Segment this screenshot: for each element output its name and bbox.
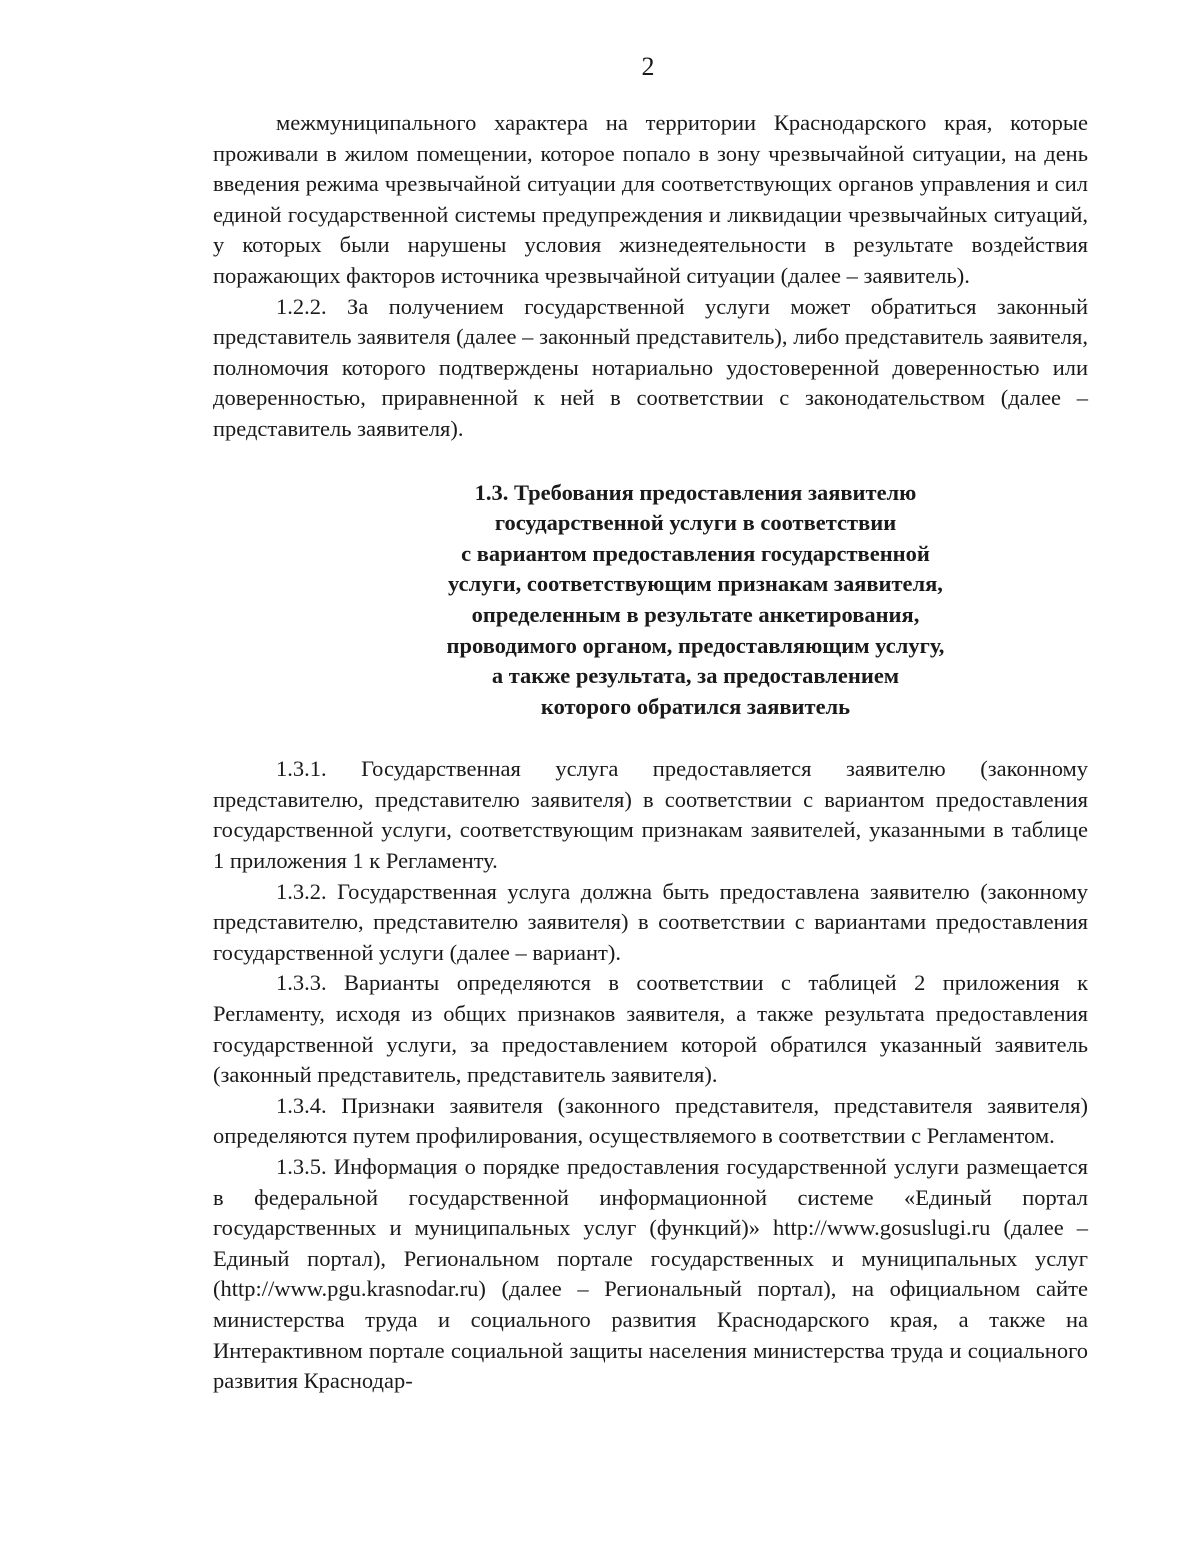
heading-line: проводимого органом, предоставляющим услугу, — [446, 632, 945, 658]
heading-line: услуги, соответствующим признакам заявителя, — [448, 571, 943, 597]
paragraph-1-2-2: 1.2.2. За получением государственной услуги может обратиться законный представитель заявителя (далее – законный представитель), либо представитель заявителя, полномочия которого подтверждены нотариально удостоверенной доверенностью или доверенностью, приравненной к ней в соответствии с законодательством (далее – представитель заявителя). — [213, 293, 1088, 441]
paragraph-1-3-4: 1.3.4. Признаки заявителя (законного представителя, представителя заявителя) определяются путем профилирования, осуществляемого в соответствии с Регламентом. — [213, 1092, 1088, 1149]
heading-line: государственной услуги в соответствии — [494, 510, 897, 536]
heading-line: которого обратился заявитель — [540, 693, 851, 719]
paragraph-1-3-2: 1.3.2. Государственная услуга должна быть предоставлена заявителю (законному представителю, представителю заявителя) в соответствии с вариантами предоставления государственной услуги (далее – вариант). — [213, 878, 1088, 965]
document-body — [213, 108, 1088, 1397]
paragraph-1-3-5: 1.3.5. Информация о порядке предоставления государственной услуги размещается в федеральной государственной информационной системе «Единый портал государственных и муниципальных услуг (функций)» http://www.gosuslugi.ru (далее – Единый портал), Региональном портале государственных и муниципальных услуг (http://www.pgu.krasnodar.ru) (далее – Региональный портал), на официальном сайте министерства труда и социального развития Краснодарского края, а также на Интерактивном портале социальной защиты населения министерства труда и социального развития Краснодар- — [213, 1154, 1088, 1394]
paragraph-continuation: межмуниципального характера на территории Краснодарского края, которые проживали в жилом помещении, которое попало в зону чрезвычайной ситуации, на день введения режима чрезвычайной ситуации для соответствующих органов управления и сил единой государственной системы предупреждения и ликвидации чрезвычайных ситуаций, у которых были нарушены условия жизнедеятельности в результате воздействия поражающих факторов источника чрезвычайной ситуации (далее – заявитель). — [213, 110, 1088, 288]
paragraph-1-3-1: 1.3.1. Государственная услуга предоставляется заявителю (законному представителю, представителю заявителя) в соответствии с вариантом предоставления государственной услуги, соответствующим признакам заявителей, указанными в таблице 1 приложения 1 к Регламенту. — [213, 756, 1088, 874]
heading-line: а также результата, за предоставлением — [491, 663, 900, 689]
heading-line: с вариантом предоставления государственной — [461, 540, 930, 566]
page-number: 2 — [641, 52, 655, 81]
section-heading-1-3 — [213, 478, 1088, 723]
heading-line: 1.3. Требования предоставления заявителю — [474, 479, 917, 505]
heading-line: определенным в результате анкетирования, — [471, 601, 920, 627]
paragraph-1-3-3: 1.3.3. Варианты определяются в соответствии с таблицей 2 приложения к Регламенту, исходя из общих признаков заявителя, а также результата предоставления государственной услуги, за предоставлением которой обратился указанный заявитель (законный представитель, представитель заявителя). — [213, 970, 1088, 1088]
